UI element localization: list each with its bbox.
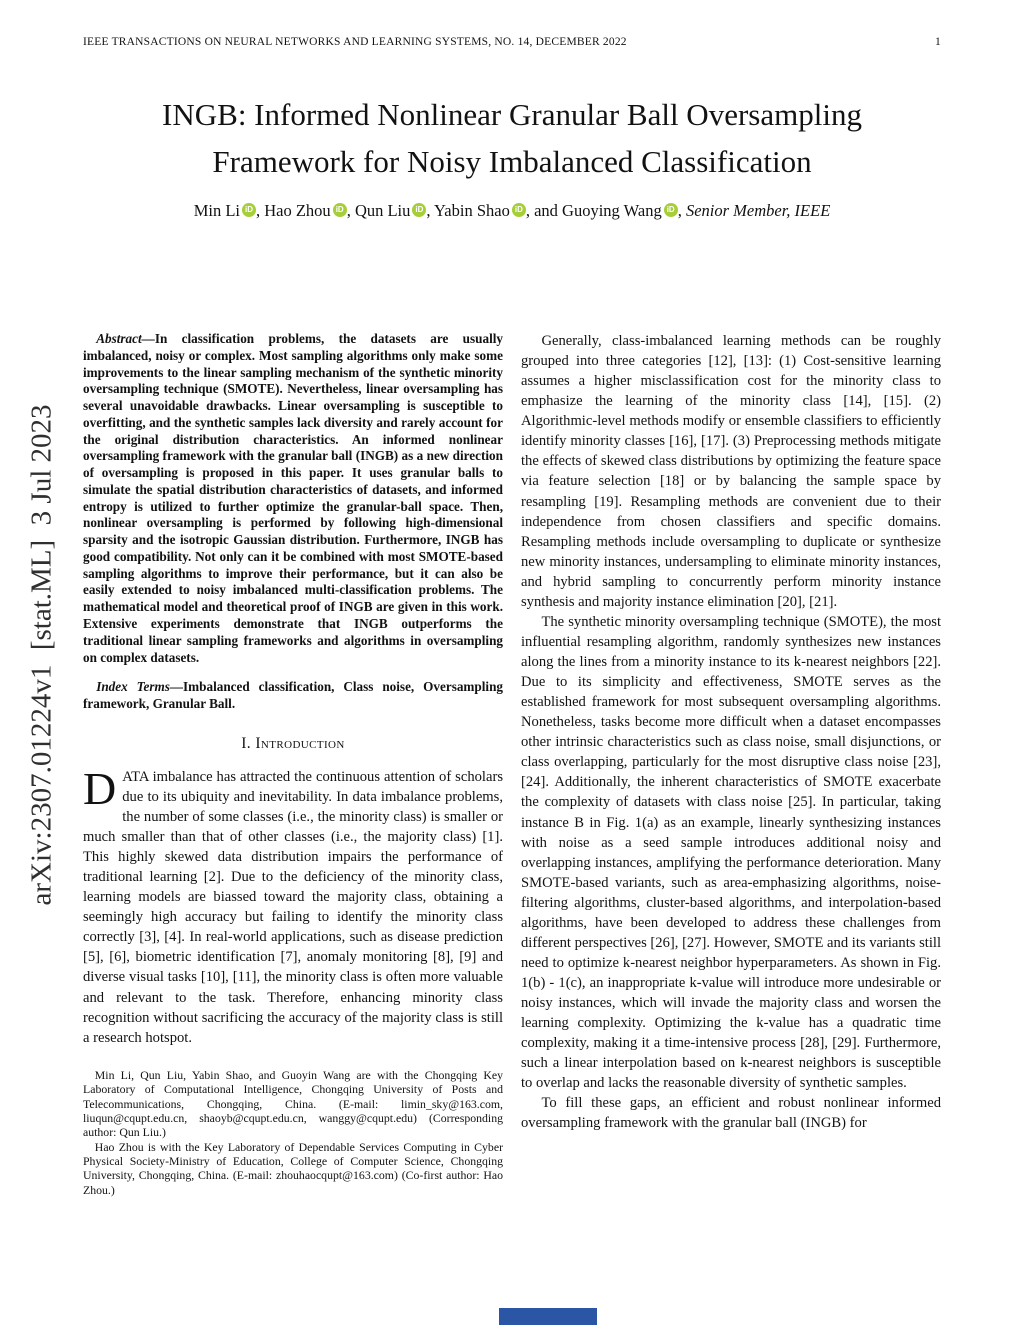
author-suffix-separator: ,	[677, 201, 686, 220]
arxiv-watermark: arXiv:2307.01224v1 [stat.ML] 3 Jul 2023	[25, 404, 58, 906]
abstract-paragraph	[83, 331, 503, 666]
author-name: , Qun Liu	[346, 201, 411, 220]
title-block	[97, 92, 927, 221]
author-line	[97, 201, 927, 221]
orcid-icon[interactable]: iD	[333, 203, 347, 217]
figure-fragment	[499, 1308, 597, 1325]
body-paragraph-3: To fill these gaps, an efficient and robust nonlinear informed oversampling framework with the granular ball (INGB) for	[521, 1095, 941, 1132]
orcid-icon[interactable]: iD	[512, 203, 526, 217]
index-terms-paragraph	[83, 679, 503, 713]
author-name: Min Li	[193, 201, 240, 220]
page-number: 1	[935, 36, 941, 48]
two-column-body	[83, 331, 941, 1197]
journal-title: IEEE TRANSACTIONS ON NEURAL NETWORKS AND LEARNING SYSTEMS, NO. 14, DECEMBER 2022	[83, 36, 627, 48]
abstract-text: In classification problems, the datasets are usually imbalanced, noisy or complex. Most sampling algorithms only make some improvements to the linear sampling mechanism of the synthetic minority oversampling technique (SMOTE). Nevertheless, linear oversampling has several unavoidable drawbacks. Linear oversampling is susceptible to overfitting, and the synthetic samples lack diversity and rarely account for the original distribution characteristics. An informed nonlinear oversampling framework with the granular ball (INGB) as a new direction of oversampling is proposed in this paper. It uses granular balls to simulate the spatial distribution characteristics of datasets, and informed entropy is utilized to further optimize the granular-ball space. Then, nonlinear oversampling is performed by following high-dimensional sparsity and the isotropic Gaussian distribution. Furthermore, INGB has good compatibility. Not only can it be combined with most SMOTE-based sampling algorithms to improve their performance, but it can also be easily extended to noisy imbalanced multi-classification problems. The mathematical model and theoretical proof of INGB are given in this work. Extensive experiments demonstrate that INGB outperforms the traditional linear sampling frameworks and algorithms in oversampling on complex datasets.	[83, 331, 503, 665]
author-name: , and Guoying Wang	[525, 201, 662, 220]
running-head	[83, 36, 941, 48]
footnotes	[83, 1068, 503, 1198]
body-paragraph-2: The synthetic minority oversampling technique (SMOTE), the most influential resampling algorithm, randomly synthesizes new instances along the lines from a minority instance to its k-nearest neighbors [22]. Due to its simplicity and effectiveness, SMOTE serves as the established framework for most subsequent oversampling algorithms. Nonetheless, tasks become more difficult when a dataset encompasses other intrinsic characteristics such as class noise, small disjunctions, or class overlapping, particularly for the most disruptive class noise [23], [24]. Additionally, the inherent characteristics of SMOTE exacerbate the complexity of datasets with class noise [25]. In particular, taking instance B in Fig. 1(a) as an example, linearly synthesizing instances with noise as a seed sample introduces additional noisy and overlapping instances, amplifying the performance deterioration. Many SMOTE-based variants, such as area-emphasizing algorithms, noise-filtering algorithms, cluster-based algorithms, and interpolation-based algorithms, have been developed to address these challenges from different perspectives [26], [27]. However, SMOTE and its variants still need to optimize k-nearest neighbor hyperparameters. As shown in Fig. 1(b) - 1(c), an inappropriate k-value will introduce more undesirable or noisy instances, which will invade the majority class and worsen the learning complexity. Optimizing the k-value has a quadratic time complexity, making it a time-intensive process [28], [29]. Furthermore, such a linear interpolation based on k-nearest neighbors is susceptible to overlap and lacks the reasonable diversity of synthetic samples.	[521, 613, 941, 1092]
index-terms-text: Imbalanced classification, Class noise, Oversampling framework, Granular Ball.	[83, 679, 503, 712]
body-paragraph-1: Generally, class-imbalanced learning methods can be roughly grouped into three categories [12], [13]: (1) Cost-sensitive learning assumes a higher misclassification cost for the minority class to emphasize the learning of the minority class [14], [15]. (2) Algorithmic-level methods modify or ensemble classifiers to efficiently identify minority classes [16], [17]. (3) Preprocessing methods mitigate the effects of skewed class distributions by optimizing the feature space via feature selection [18] or by balancing the sample space by resampling [19]. Resampling methods are convenient due to their independence from chosen classifiers and specific domains. Resampling methods include oversampling to duplicate or synthesize new minority instances, undersampling to eliminate minority instances, and hybrid sampling to concurrently perform minority instance synthesis and majority instance elimination [20], [21].	[521, 333, 941, 610]
author-name: , Yabin Shao	[426, 201, 510, 220]
orcid-icon[interactable]: iD	[412, 203, 426, 217]
intro-paragraph: DATA imbalance has attracted the continuous attention of scholars due to its ubiquity and inevitability. In data imbalance problems, the number of some classes (i.e., the minority class) is smaller or much smaller than that of other classes (i.e., the majority class) [1]. This highly skewed data distribution impairs the performance of traditional learning [2]. Due to the deficiency of the minority class, learning models are biassed toward the majority class, obtaining a seemingly high accuracy but failing to identify the minority class correctly [3], [4]. In real-world applications, such as disease prediction [5], [6], biometric identification [7], anomaly monitoring [8], [9] and diverse visual tasks [10], [11], the minority class is often more valuable and relevant to the task. Therefore, enhancing minority class recognition without sacrificing the accuracy of the majority class is still a research hotspot.	[83, 762, 503, 1046]
index-terms-label: Index Terms—	[96, 679, 184, 695]
left-column	[83, 331, 503, 1197]
orcid-icon[interactable]: iD	[242, 203, 256, 217]
abstract-label: Abstract—	[96, 331, 155, 346]
author-suffix: Senior Member, IEEE	[685, 201, 831, 220]
orcid-icon[interactable]: iD	[664, 203, 678, 217]
section-heading-introduction: I. Introduction	[241, 734, 345, 752]
footnote-affiliation-1: Min Li, Qun Liu, Yabin Shao, and Guoyin Wang are with the Chongqing Key Laboratory of Computational Intelligence, Chongqing University of Posts and Telecommunications, Chongqing, China. (E-mail: limin_sky@163.com, liuqun@cqupt.edu.cn, shaoyb@cqupt.edu.cn, wanggy@cqupt.edu) (Corresponding author: Qun Liu.)	[83, 1067, 503, 1140]
introduction-text	[83, 762, 503, 1048]
paper-title: INGB: Informed Nonlinear Granular Ball Oversampling Framework for Noisy Imbalanced Classification	[162, 97, 862, 179]
index-terms	[83, 679, 503, 713]
author-name: , Hao Zhou	[255, 201, 331, 220]
right-column	[521, 331, 941, 1197]
footnote-affiliation-2: Hao Zhou is with the Key Laboratory of Dependable Services Computing in Cyber Physical Society-Ministry of Education, College of Computer Science, Chongqing University, Chongqing, China. (E-mail: zhouhaocqupt@163.com) (Co-first author: Hao Zhou.)	[83, 1139, 503, 1197]
abstract	[83, 331, 503, 666]
